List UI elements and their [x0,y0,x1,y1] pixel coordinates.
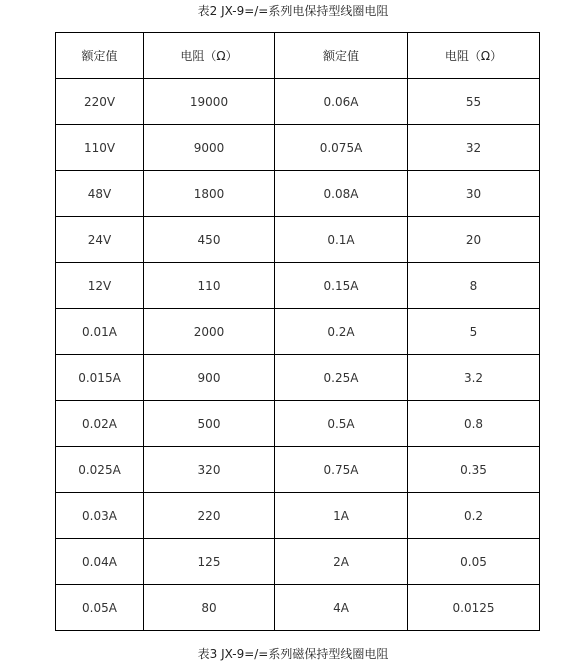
resistance-cell: 220 [144,493,275,539]
resistance-cell: 500 [144,401,275,447]
header-rated-value-2: 额定值 [275,33,408,79]
rated-value-cell: 0.5A [275,401,408,447]
rated-value-cell: 0.1A [275,217,408,263]
rated-value-cell: 0.015A [56,355,144,401]
resistance-cell: 3.2 [408,355,540,401]
table-row [56,585,540,631]
resistance-cell: 20 [408,217,540,263]
header-resistance-1: 电阻（Ω） [144,33,275,79]
rated-value-cell: 110V [56,125,144,171]
resistance-cell: 9000 [144,125,275,171]
resistance-cell: 1800 [144,171,275,217]
coil-resistance-table [55,32,540,631]
table-row [56,171,540,217]
resistance-cell: 55 [408,79,540,125]
resistance-cell: 320 [144,447,275,493]
resistance-cell: 32 [408,125,540,171]
header-rated-value-1: 额定值 [56,33,144,79]
rated-value-cell: 48V [56,171,144,217]
rated-value-cell: 220V [56,79,144,125]
rated-value-cell: 0.01A [56,309,144,355]
resistance-cell: 450 [144,217,275,263]
resistance-cell: 0.35 [408,447,540,493]
rated-value-cell: 24V [56,217,144,263]
table-row [56,263,540,309]
rated-value-cell: 0.05A [56,585,144,631]
rated-value-cell: 0.03A [56,493,144,539]
table-row [56,447,540,493]
table-row [56,401,540,447]
rated-value-cell: 0.75A [275,447,408,493]
resistance-cell: 0.8 [408,401,540,447]
rated-value-cell: 12V [56,263,144,309]
rated-value-cell: 0.04A [56,539,144,585]
resistance-cell: 19000 [144,79,275,125]
resistance-cell: 0.05 [408,539,540,585]
resistance-cell: 0.2 [408,493,540,539]
rated-value-cell: 0.075A [275,125,408,171]
rated-value-cell: 0.08A [275,171,408,217]
rated-value-cell: 0.06A [275,79,408,125]
resistance-cell: 110 [144,263,275,309]
table-3-caption: 表3 JX-9=/=系列磁保持型线圈电阻 [197,647,389,661]
resistance-cell: 125 [144,539,275,585]
table-row [56,493,540,539]
resistance-cell: 30 [408,171,540,217]
table-row [56,539,540,585]
header-row [56,33,540,79]
rated-value-cell: 0.25A [275,355,408,401]
table-row [56,309,540,355]
resistance-cell: 80 [144,585,275,631]
rated-value-cell: 4A [275,585,408,631]
resistance-cell: 2000 [144,309,275,355]
table-2-caption: 表2 JX-9=/=系列电保持型线圈电阻 [197,4,389,18]
rated-value-cell: 0.025A [56,447,144,493]
table-row [56,125,540,171]
resistance-cell: 900 [144,355,275,401]
rated-value-cell: 0.02A [56,401,144,447]
resistance-cell: 8 [408,263,540,309]
rated-value-cell: 1A [275,493,408,539]
resistance-cell: 0.0125 [408,585,540,631]
rated-value-cell: 0.2A [275,309,408,355]
table-row [56,355,540,401]
table-row [56,79,540,125]
table-row [56,217,540,263]
rated-value-cell: 0.15A [275,263,408,309]
header-resistance-2: 电阻（Ω） [408,33,540,79]
rated-value-cell: 2A [275,539,408,585]
resistance-cell: 5 [408,309,540,355]
